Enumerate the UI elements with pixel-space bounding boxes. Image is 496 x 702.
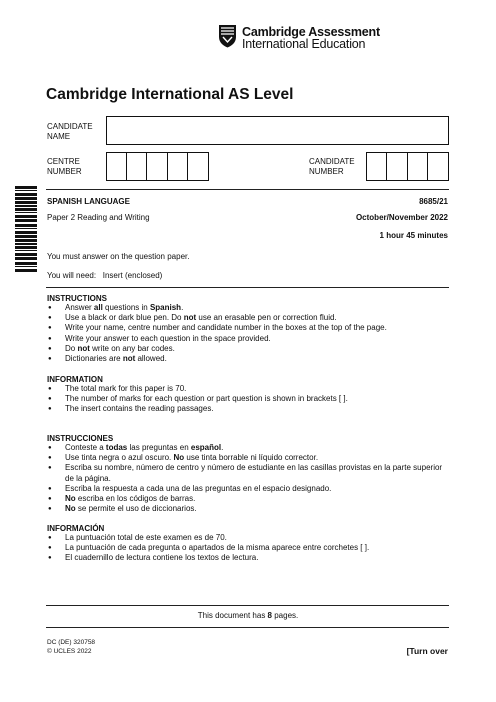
list-item-text: El cuadernillo de lectura contiene los textos de lectura. [65,553,259,563]
information-list [47,384,449,415]
list-item-text: all [93,303,103,312]
materials-value: Insert (enclosed) [102,271,163,280]
list-item [47,303,449,313]
cambridge-shield-icon [218,24,237,48]
list-item-text: Answer [65,303,94,312]
list-item-text: allowed. [135,354,167,364]
list-item [47,533,449,543]
list-item-text: The insert contains the reading passages. [65,404,214,414]
centre-number-field[interactable] [106,152,209,181]
list-item-text: Use a black or dark blue pen. Do [65,313,184,323]
list-item [47,484,449,494]
list-item-text: español [190,443,222,452]
list-item-text: se permite el uso de diccionarios. [75,504,197,514]
instructions-heading: INSTRUCTIONS [47,294,107,303]
list-item-text: todas [105,443,128,452]
list-item-text: Use tinta negra o azul oscuro. [65,453,174,463]
list-item [47,553,449,563]
digit-cell[interactable] [428,153,448,180]
list-item-text: las preguntas en [127,443,191,452]
informacion-heading: INFORMACIÓN [47,524,105,533]
list-item [47,443,449,453]
logo-line-2: International Education [242,37,366,51]
instrucciones-section [47,434,449,514]
paper-code: 8685/21 [419,197,448,206]
exam-session: October/November 2022 [355,213,448,222]
list-item-text: questions in [102,303,150,312]
list-item [47,543,449,553]
list-item-text: Write your name, centre number and candidate number in the boxes at the top of the page. [65,323,387,333]
cambridge-logo [218,24,378,50]
list-item-text: Do [65,343,78,353]
instrucciones-list [47,443,449,514]
informacion-list [47,533,449,564]
list-item-text: escriba en los códigos de barras. [75,494,196,504]
list-item-text: Escriba la respuesta a cada una de las preguntas en el espacio designado. [65,483,332,493]
list-item-text: No [65,494,76,504]
list-item [47,354,449,364]
list-item-text: Conteste a [65,443,106,452]
list-item-text: No [173,453,185,463]
information-section [47,375,449,415]
list-item [47,313,449,323]
subject-name: SPANISH LANGUAGE [47,197,130,206]
page-count [0,611,496,620]
document-code: DC (DE) 320758 [47,639,96,646]
list-item-text: write on any bar codes. [89,343,175,353]
exam-duration: 1 hour 45 minutes [379,231,448,240]
list-item-text: . [221,443,224,452]
list-item-text: The total mark for this paper is 70. [65,384,187,393]
divider [46,287,449,288]
instructions-list [47,303,449,364]
digit-cell[interactable] [367,153,387,180]
candidate-number-label: CANDIDATE NUMBER [309,157,355,176]
materials-needed [47,271,162,280]
copyright: © UCLES 2022 [47,648,92,655]
logo-line-1: Cambridge Assessment [242,25,380,39]
divider [46,627,449,628]
materials-label: You will need: [47,271,97,280]
list-item-text: not [77,343,90,353]
divider [46,605,449,606]
digit-cell[interactable] [168,153,188,180]
page-count-suffix: pages. [272,611,299,620]
instructions-section [47,294,449,364]
instrucciones-heading: INSTRUCCIONES [47,434,114,443]
candidate-name-label: CANDIDATE NAME [47,122,93,141]
page-count-prefix: This document has [197,611,268,620]
candidate-name-field[interactable] [106,116,449,145]
list-item [47,334,449,344]
digit-cell[interactable] [387,153,407,180]
digit-cell[interactable] [408,153,428,180]
list-item-text: use tinta borrable ni líquido corrector. [184,453,319,463]
list-item [47,344,449,354]
list-item-text: . [181,303,184,312]
list-item-text: use an erasable pen or correction fluid. [196,313,337,323]
list-item-text: La puntuación total de este examen es de 70. [65,533,227,542]
digit-cell[interactable] [188,153,208,180]
barcode-image [15,186,37,272]
list-item [47,453,449,463]
candidate-number-field[interactable] [366,152,449,181]
list-item-text: The number of marks for each question or part question is shown in brackets [ ]. [65,394,348,404]
digit-cell[interactable] [107,153,127,180]
list-item-text: La puntuación de cada pregunta o apartados de la misma aparece entre corchetes [ ]. [65,543,370,553]
list-item-text: Spanish [149,303,182,312]
digit-cell[interactable] [147,153,167,180]
list-item-text: not [122,354,136,364]
list-item [47,323,449,333]
list-item [47,463,449,483]
list-item [47,384,449,394]
turn-over-note: [Turn over [406,646,448,656]
centre-number-label: CENTRE NUMBER [47,157,82,176]
divider [46,189,449,190]
list-item-text: No [65,504,76,514]
informacion-section [47,524,449,564]
digit-cell[interactable] [127,153,147,180]
list-item-text: Dictionaries are [65,354,123,364]
paper-title: Paper 2 Reading and Writing [47,213,150,222]
list-item-text: not [183,313,197,323]
answer-instruction: You must answer on the question paper. [47,252,190,261]
list-item-text: Write your answer to each question in the space provided. [65,333,271,343]
list-item-text: Escriba su nombre, número de centro y número de estudiante en las casillas provistas en la parte superior de la página. [65,463,443,483]
list-item [47,394,449,404]
list-item [47,404,449,414]
information-heading: INFORMATION [47,375,103,384]
page-count-number: 8 [267,611,272,620]
list-item [47,494,449,504]
qualification-title: Cambridge International AS Level [46,86,294,103]
list-item [47,504,449,514]
